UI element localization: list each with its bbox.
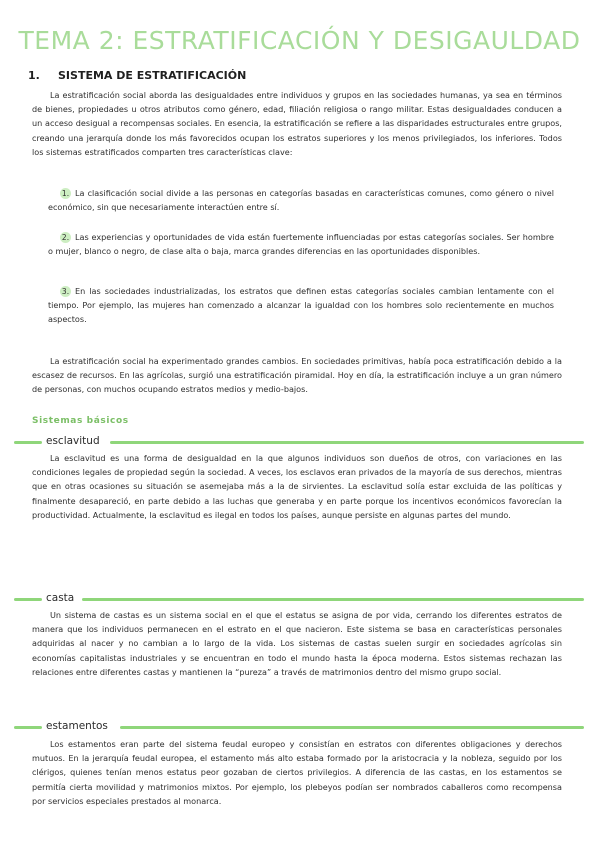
closing-paragraph: La estratificación social ha experimentado grandes cambios. En sociedades primitivas, había poca estratificación debido a la escasez de recursos. En las agrícolas, surgió una estratificación piramidal. Hoy en día, la estratificación incluye a un gran número de personas, con muchos ocupando estratos medios y medio-bajos. <box>32 356 562 395</box>
item-number-badge: 1. <box>61 189 70 198</box>
divider-line <box>110 441 584 444</box>
section-heading <box>28 69 246 82</box>
divider-line <box>82 598 584 601</box>
section-title: SISTEMA DE ESTRATIFICACIÓN <box>58 69 247 82</box>
section-label: casta <box>46 592 75 604</box>
list-item: 2. Las experiencias y oportunidades de vida están fuertemente influenciadas por estas categorías sociales. Ser hombre o mujer, blanco o negro, de clase alta o baja, marca grandes diferencias en las oportunidades disponibles. <box>48 232 554 257</box>
list-item: 3. En las sociedades industrializadas, los estratos que definen estas categorías sociales cambian lentamente con el tiempo. Por ejemplo, las mujeres han comenzado a alcanzar la igualdad con los hombres solo recientemente en muchos aspectos. <box>48 286 554 325</box>
section-label: estamentos <box>46 720 108 732</box>
casta-paragraph: Un sistema de castas es un sistema social en el que el estatus se asigna de por vida, cerrando los diferentes estratos de manera que los individuos permanecen en el estrato en el que nacieron. Este sistema se basa en características personales adquiridas al nacer y no cambian a lo largo de la vida. Los sistemas de castas suelen surgir en sociedades agrícolas sin economías capitalistas industriales y se encuentran en todo el mundo hasta la época moderna. Estos sistemas rechazan las relaciones entre diferentes castas y mantienen la “pureza” a través de matrimonios dentro del mismo grupo social. <box>32 610 562 677</box>
divider-line <box>14 441 42 444</box>
section-label: esclavitud <box>46 435 100 447</box>
list-item: 1. La clasificación social divide a las personas en categorías basadas en características comunes, como género o nivel económico, sin que necesariamente interactúen entre sí. <box>48 188 554 213</box>
estamentos-paragraph: Los estamentos eran parte del sistema feudal europeo y consistían en estratos con diferentes obligaciones y derechos mutuos. En la jerarquía feudal europea, el estamento más alto estaba formado por la aristocracia y la nobleza, seguido por los clérigos, quienes tenían menos estatus peor gozaban de ciertos privilegios. A diferencia de las castas, en los estamentos se permitía cierta movilidad y matrimonios mixtos. Por ejemplo, los plebeyos podían ser nombrados caballeros como recompensa por servicios especiales prestados al monarca. <box>32 739 562 806</box>
divider-casta <box>14 592 584 606</box>
section-number: 1. <box>28 69 40 82</box>
item-number-badge: 2. <box>61 233 70 242</box>
esclavitud-paragraph: La esclavitud es una forma de desigualdad en la que algunos individuos son dueños de otros, con variaciones en las condiciones legales de propiedad según la sociedad. A veces, los esclavos eran privados de la mayoría de sus derechos, mientras que en otras ocasiones su situación se asemejaba más a la de sirvientes. La esclavitud solía estar excluida de las políticas y finalmente desapareció, en parte debido a las luchas que generaba y en parte porque los incentivos económicos favorecían la productividad. Actualmente, la esclavitud es ilegal en todos los países, aunque persiste en algunas partes del mundo. <box>32 453 562 520</box>
page-title: TEMA 2: ESTRATIFICACIÓN Y DESIGAULDAD <box>18 26 581 55</box>
divider-line <box>14 598 42 601</box>
divider-line <box>14 726 42 729</box>
divider-line <box>120 726 584 729</box>
intro-paragraph: La estratificación social aborda las desigualdades entre individuos y grupos en las sociedades humanas, ya sea en términos de bienes, propiedades u otros atributos como género, edad, filiación religiosa o rango militar. Estas desigualdades conducen a un acceso desigual a recompensas sociales. En esencia, la estratificación se refiere a las disparidades estructurales entre grupos, creando una jerarquía donde los más favorecidos ocupan los estratos superiores y los menos privilegiados, los inferiores. Todos los sistemas estratificados comparten tres características clave: <box>32 90 562 157</box>
subheading-sistemas-basicos: Sistemas básicos <box>32 416 129 426</box>
item-number-badge: 3. <box>61 287 70 296</box>
divider-esclavitud <box>14 435 584 449</box>
divider-estamentos <box>14 720 584 734</box>
